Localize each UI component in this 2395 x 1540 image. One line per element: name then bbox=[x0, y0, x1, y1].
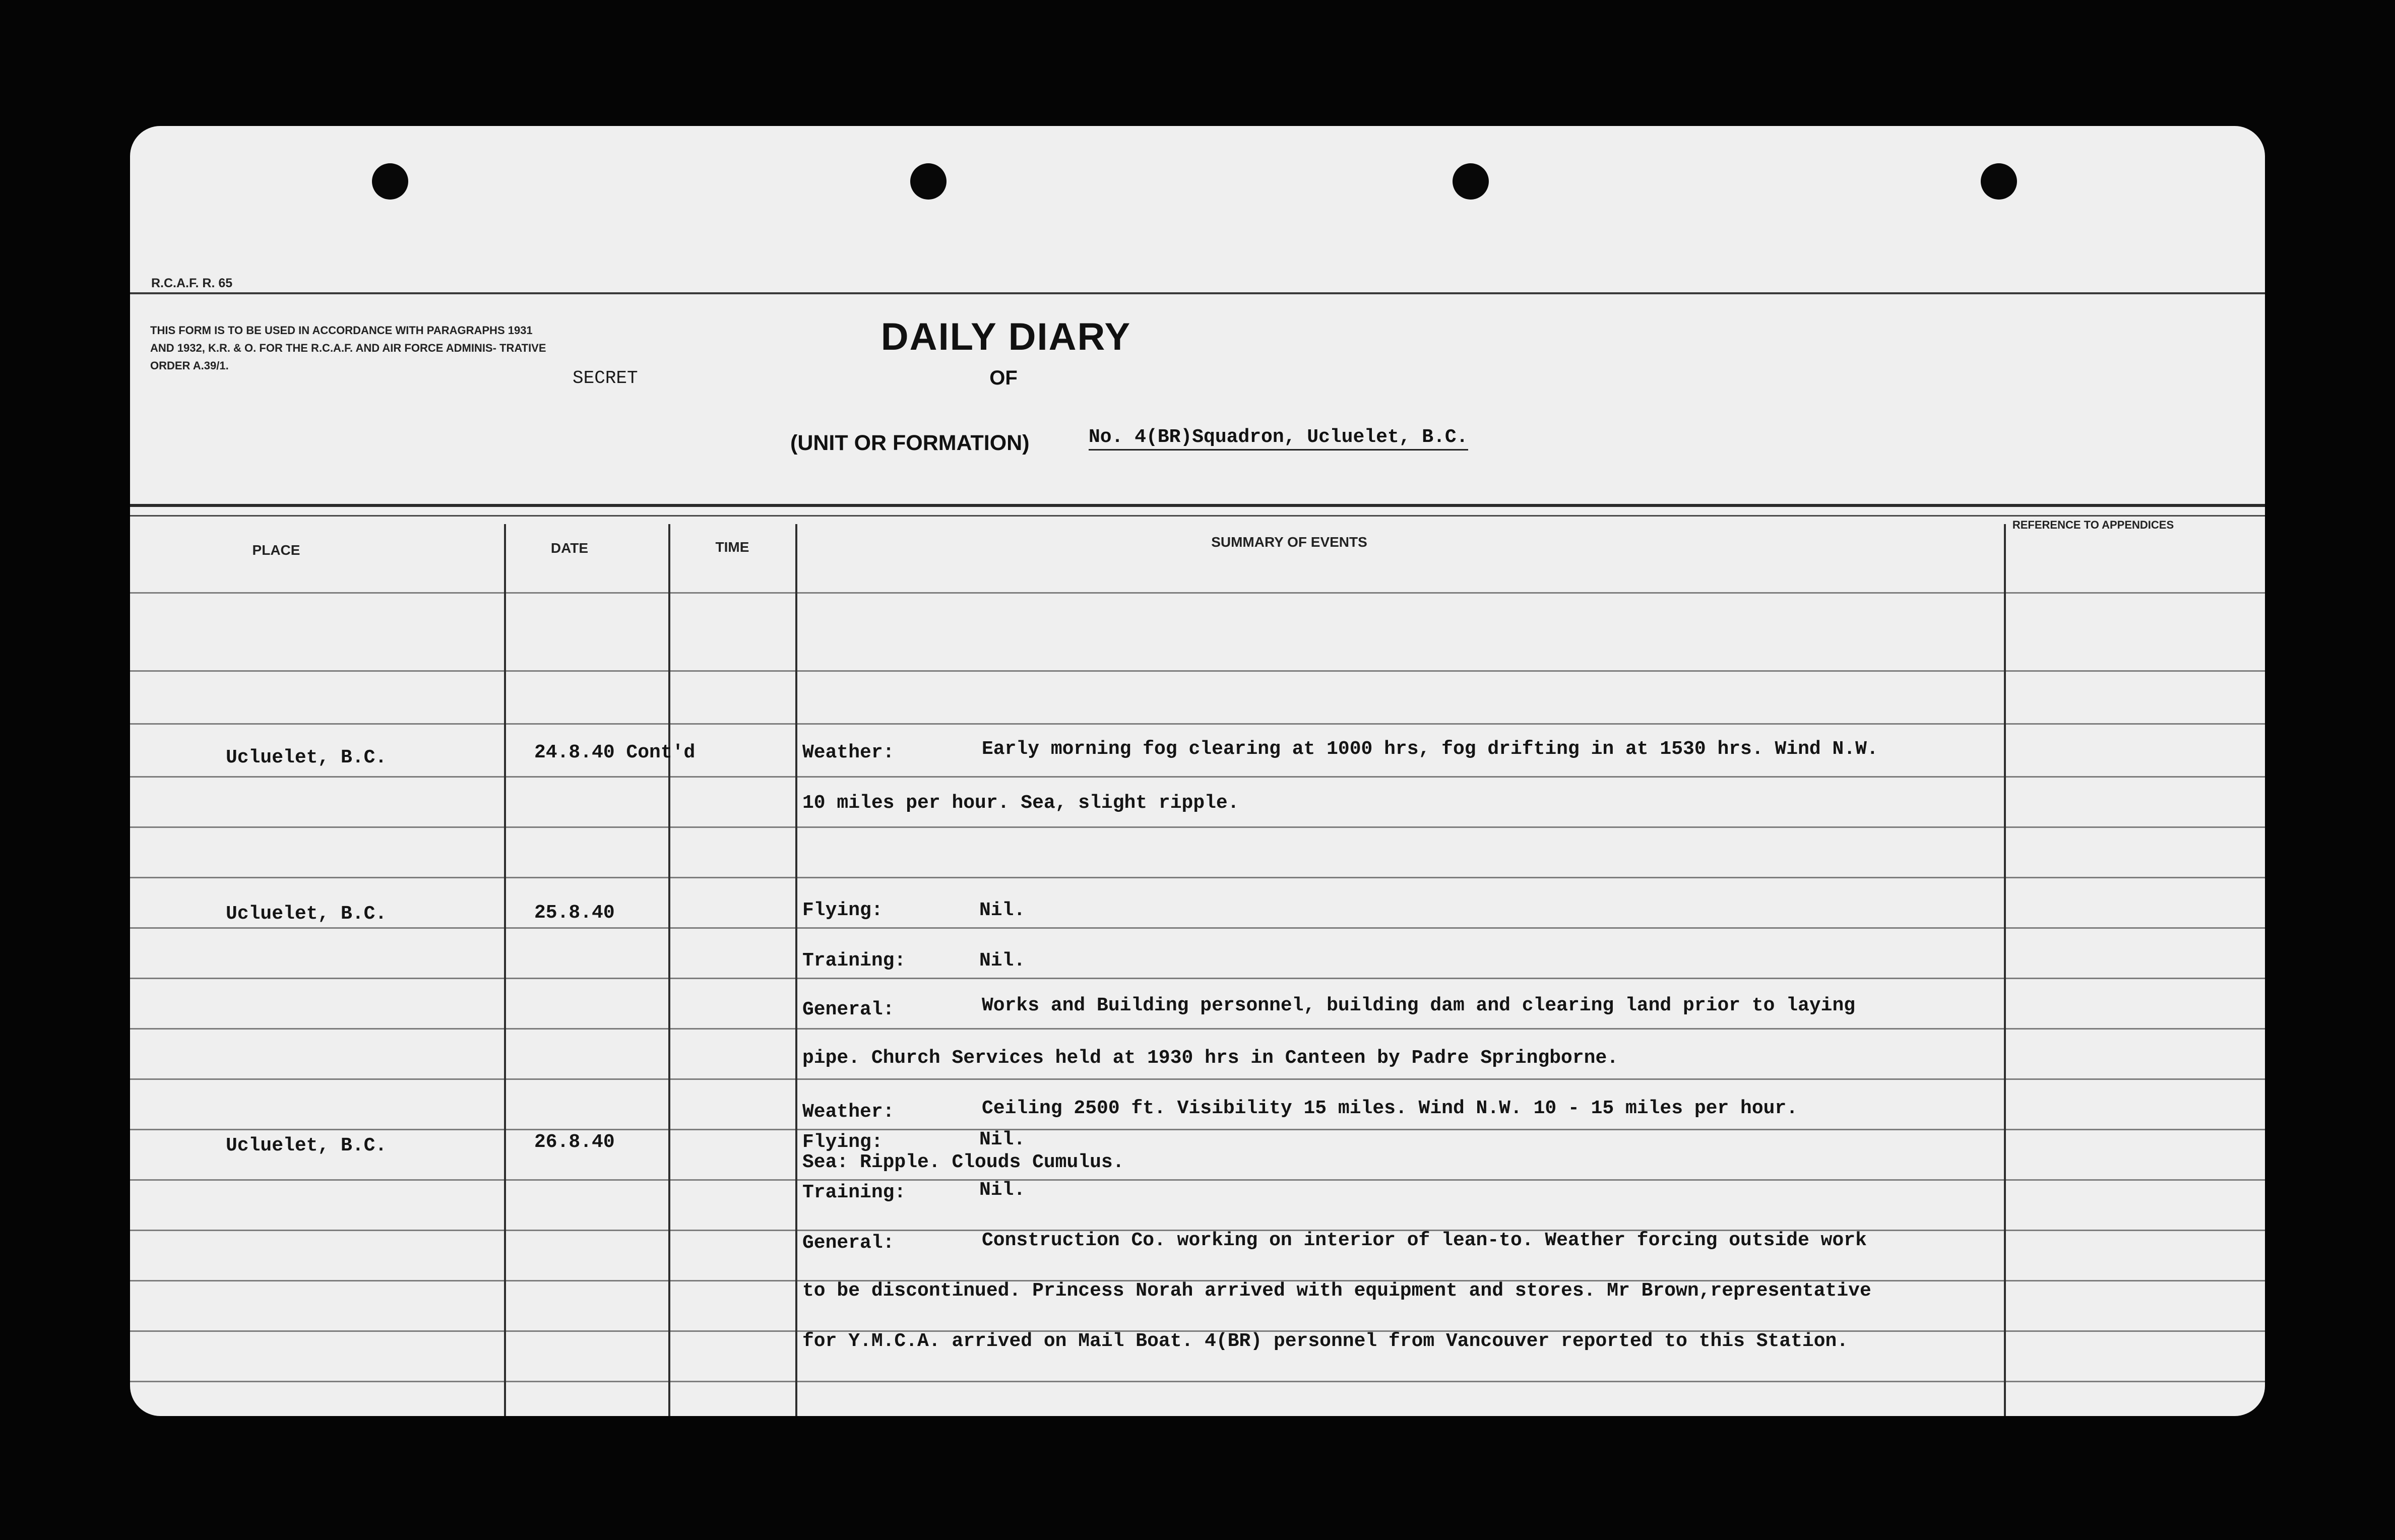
entry-text: Nil. bbox=[979, 1179, 1026, 1201]
page-title: DAILY DIARY bbox=[880, 315, 1131, 358]
ruled-line bbox=[130, 877, 2265, 878]
column-divider-summary bbox=[2004, 524, 2006, 1416]
entry-text: Nil. bbox=[979, 950, 1026, 972]
column-header-time: TIME bbox=[715, 539, 749, 555]
entry-label: General: bbox=[802, 1232, 895, 1254]
title-of: OF bbox=[989, 367, 1018, 389]
ruled-line bbox=[130, 1381, 2265, 1382]
table-top-rule bbox=[130, 504, 2265, 507]
entry-text: Early morning fog clearing at 1000 hrs, fog drifting in at 1530 hrs. Wind N.W. bbox=[982, 738, 1878, 760]
entry-text: 10 miles per hour. Sea, slight ripple. bbox=[802, 792, 1239, 814]
punch-hole bbox=[1981, 163, 2017, 200]
column-header-place: PLACE bbox=[252, 542, 300, 558]
entry-label: Weather: bbox=[802, 742, 895, 763]
ruled-line bbox=[130, 927, 2265, 929]
ruled-line bbox=[130, 1179, 2265, 1181]
table-top-rule-2 bbox=[130, 515, 2265, 517]
punch-hole bbox=[1453, 163, 1489, 200]
entry-label: General: bbox=[802, 999, 895, 1020]
column-header-summary: SUMMARY OF EVENTS bbox=[1211, 534, 1367, 550]
punch-hole bbox=[910, 163, 947, 200]
entry-place: Ucluelet, B.C. bbox=[226, 903, 387, 925]
entry-place: Ucluelet, B.C. bbox=[226, 1135, 387, 1157]
entry-place: Ucluelet, B.C. bbox=[226, 747, 387, 768]
entry-text: Nil. bbox=[979, 1129, 1026, 1150]
entry-text: for Y.M.C.A. arrived on Mail Boat. 4(BR) personnel from Vancouver reported to this Station. bbox=[802, 1330, 1849, 1352]
entry-label: Flying: bbox=[802, 900, 883, 921]
entry-text: Sea: Ripple. Clouds Cumulus. bbox=[802, 1151, 1124, 1173]
column-header-reference: REFERENCE TO APPENDICES bbox=[2012, 519, 2174, 531]
column-divider-place bbox=[504, 524, 506, 1416]
entry-text: Construction Co. working on interior of lean-to. Weather forcing outside work bbox=[982, 1230, 1867, 1251]
entry-text: Works and Building personnel, building dam and clearing land prior to laying bbox=[982, 995, 1856, 1016]
entry-date: 24.8.40 Cont'd bbox=[534, 742, 696, 763]
classification-stamp: SECRET bbox=[573, 368, 638, 389]
entry-label: Training: bbox=[802, 950, 906, 972]
ruled-line bbox=[130, 978, 2265, 979]
ruled-line bbox=[130, 592, 2265, 594]
entry-text: Nil. bbox=[979, 900, 1026, 921]
column-header-date: DATE bbox=[550, 540, 589, 556]
entry-label: Flying: bbox=[802, 1131, 883, 1153]
entry-date: 25.8.40 bbox=[534, 902, 615, 924]
header-rule bbox=[130, 292, 2265, 294]
form-number: R.C.A.F. R. 65 bbox=[151, 276, 233, 290]
diary-form-card bbox=[130, 126, 2265, 1416]
entry-text: Ceiling 2500 ft. Visibility 15 miles. Wind N.W. 10 - 15 miles per hour. bbox=[982, 1098, 1798, 1119]
ruled-line bbox=[130, 670, 2265, 672]
entry-date: 26.8.40 bbox=[534, 1131, 615, 1153]
column-divider-time bbox=[795, 524, 797, 1416]
ruled-line bbox=[130, 1028, 2265, 1030]
ruled-line bbox=[130, 723, 2265, 725]
ruled-line bbox=[130, 1129, 2265, 1130]
unit-value: No. 4(BR)Squadron, Ucluelet, B.C. bbox=[1089, 426, 1468, 451]
unit-label: (UNIT OR FORMATION) bbox=[790, 431, 1030, 455]
form-instructions: THIS FORM IS TO BE USED IN ACCORDANCE WITH PARAGRAPHS 1931 AND 1932, K.R. & O. FOR THE R.C.A.F. AND AIR FORCE ADMINIS- TRATIVE ORDER A.39/1. bbox=[150, 324, 546, 372]
entry-label: Training: bbox=[802, 1182, 906, 1203]
ruled-line bbox=[130, 1078, 2265, 1080]
entry-text: to be discontinued. Princess Norah arrived with equipment and stores. Mr Brown,representative bbox=[802, 1280, 1871, 1302]
ruled-line bbox=[130, 826, 2265, 828]
ruled-line bbox=[130, 776, 2265, 778]
entry-label: Weather: bbox=[802, 1101, 895, 1123]
entry-text: pipe. Church Services held at 1930 hrs in Canteen by Padre Springborne. bbox=[802, 1047, 1619, 1069]
column-divider-date bbox=[668, 524, 670, 1416]
punch-hole bbox=[372, 163, 408, 200]
